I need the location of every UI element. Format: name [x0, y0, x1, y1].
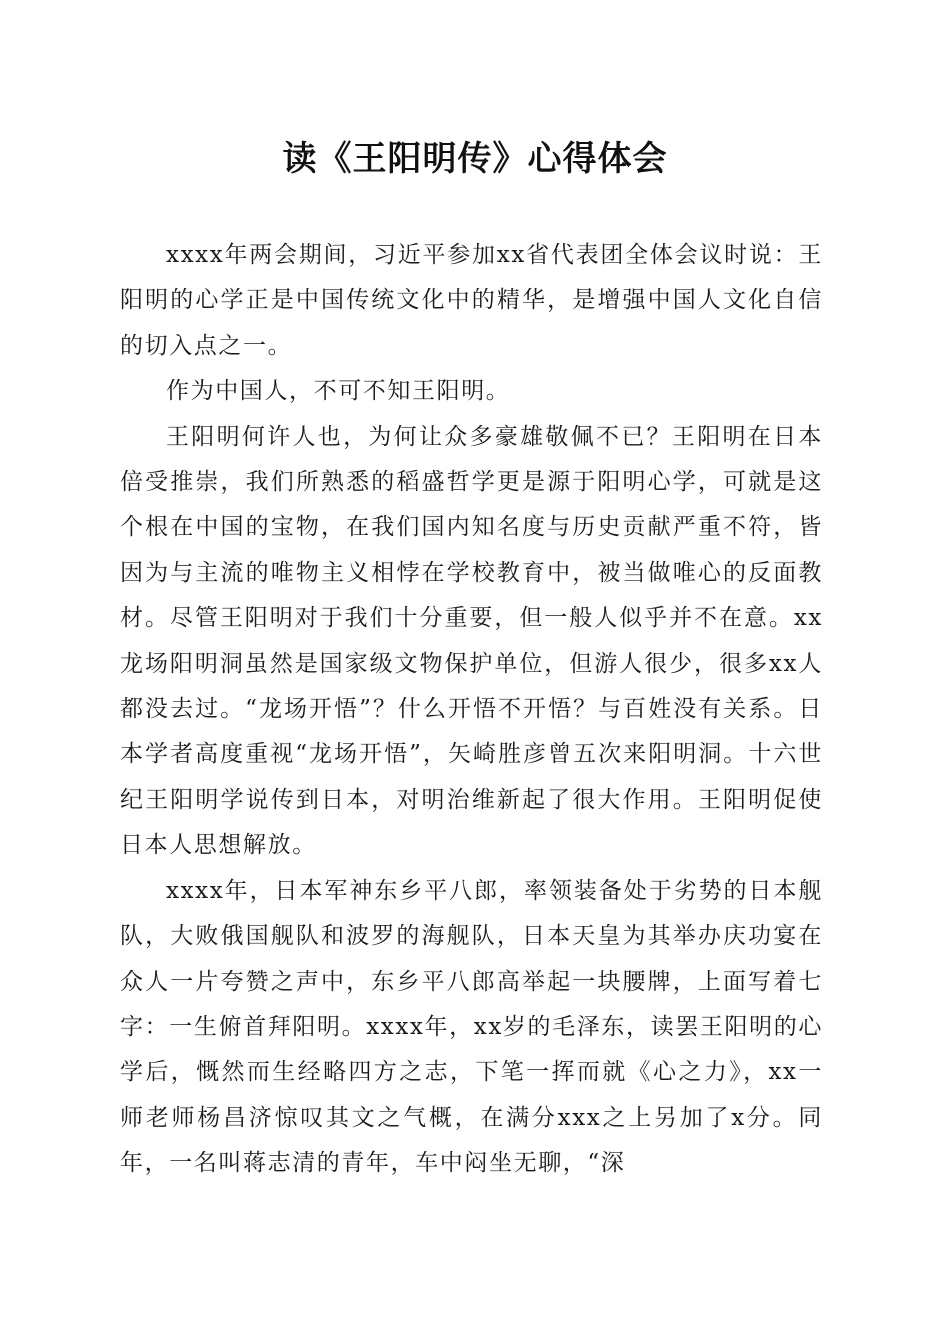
paragraph: 王阳明何许人也，为何让众多豪雄敬佩不已？王阳明在日本倍受推崇，我们所熟悉的稻盛哲学更是源于阳明心学，可就是这个根在中国的宝物，在我们国内知名度与历史贡献严重不符，皆因为与主流的唯物主义相悖在学校教育中，被当做唯心的反面教材。尽管王阳明对于我们十分重要，但一般人似乎并不在意。xx龙场阳明洞虽然是国家级文物保护单位，但游人很少，很多xx人都没去过。“龙场开悟”？什么开悟不开悟？与百姓没有关系。日本学者高度重视“龙场开悟”，矢崎胜彦曾五次来阳明洞。十六世纪王阳明学说传到日本，对明治维新起了很大作用。王阳明促使日本人思想解放。	[120, 423, 823, 859]
document-title: 读《王阳明传》心得体会	[282, 139, 668, 179]
paragraph: 作为中国人，不可不知王阳明。	[166, 378, 511, 405]
paragraph: xxxx年两会期间，习近平参加xx省代表团全体会议时说：王阳明的心学正是中国传统文化中的精华，是增强中国人文化自信的切入点之一。	[120, 242, 823, 359]
paragraph: xxxx年，日本军神东乡平八郎，率领装备处于劣势的日本舰队，大败俄国舰队和波罗的海舰队，日本天皇为其举办庆功宴在众人一片夸赞之声中，东乡平八郎高举起一块腰牌，上面写着七字：一生俯首拜阳明。xxxx年，xx岁的毛泽东，读罢王阳明的心学后，慨然而生经略四方之志，下笔一挥而就《心之力》，xx一师老师杨昌济惊叹其文之气概，在满分xxx之上另加了x分。同年，一名叫蒋志清的青年，车中闷坐无聊，“深	[120, 877, 823, 1177]
document-body	[120, 233, 823, 1187]
